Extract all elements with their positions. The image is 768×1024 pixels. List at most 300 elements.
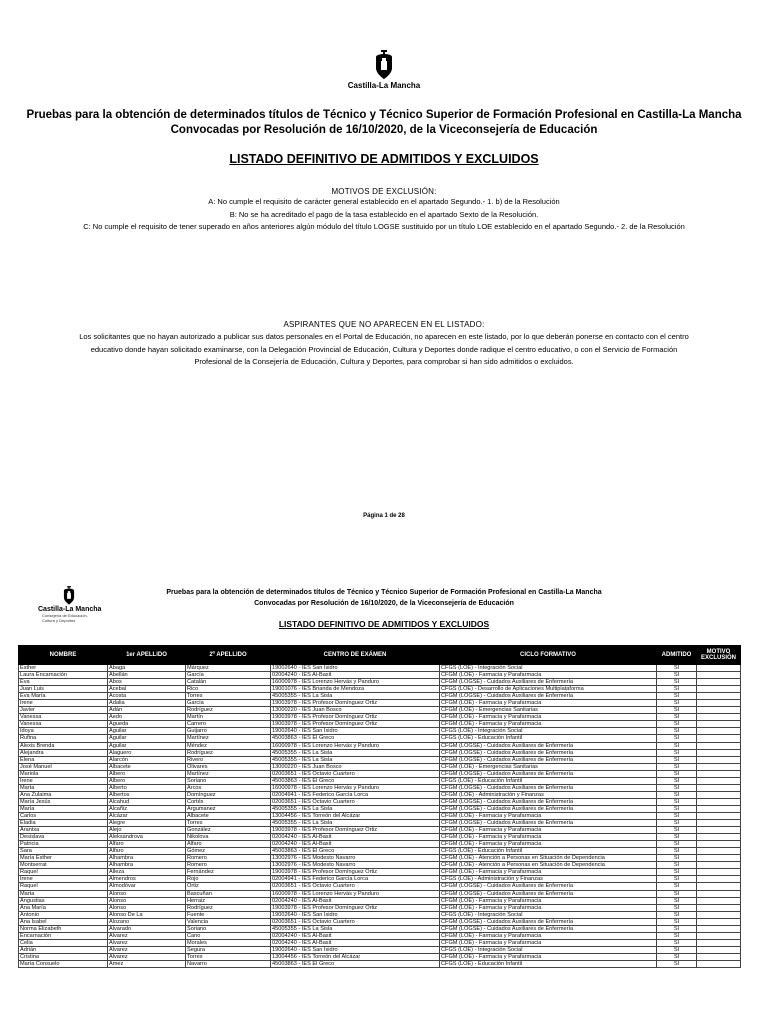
listado-title: LISTADO DEFINITIVO DE ADMITIDOS Y EXCLUIDOS xyxy=(229,152,539,166)
cell-centro: 13004456 - IES Torreón del Alcázar xyxy=(271,812,440,819)
cell-nombre: Eladia xyxy=(19,820,108,827)
cell-apellido1: Agueda xyxy=(108,721,186,728)
table-row xyxy=(19,784,741,791)
cell-motivo xyxy=(697,756,741,763)
cell-admitido: SI xyxy=(657,918,697,925)
cell-centro: 02004240 - IES Al-Basit xyxy=(271,932,440,939)
cell-apellido1: Almodóvar xyxy=(108,883,186,890)
cell-nombre: Sara xyxy=(19,848,108,855)
cell-apellido2: Morales xyxy=(186,939,271,946)
cell-motivo xyxy=(697,707,741,714)
cell-apellido1: Alcahud xyxy=(108,798,186,805)
cell-nombre: Javier xyxy=(19,707,108,714)
cell-motivo xyxy=(697,805,741,812)
table-row xyxy=(19,742,741,749)
cell-motivo xyxy=(697,770,741,777)
cell-ciclo: CFGM (LOE) - Farmacia y Parafarmacia xyxy=(440,953,657,960)
cell-motivo xyxy=(697,721,741,728)
cell-admitido: SI xyxy=(657,672,697,679)
cell-centro: 02004240 - IES Al-Basit xyxy=(271,939,440,946)
cell-admitido: SI xyxy=(657,953,697,960)
cell-motivo xyxy=(697,925,741,932)
logo-small-sub1: Consejería de Educación, xyxy=(42,613,88,618)
cell-centro: 19003978 - IES Profesor Domínguez Ortiz xyxy=(271,827,440,834)
table-row xyxy=(19,770,741,777)
cell-apellido1: Alvarez xyxy=(108,932,186,939)
cell-centro: 02004240 - IES Al-Basit xyxy=(271,841,440,848)
cell-apellido2: Herraiz xyxy=(186,897,271,904)
col-centro: CENTRO DE EXÁMEN xyxy=(271,646,440,665)
cell-nombre: Marta xyxy=(19,784,108,791)
cell-apellido1: Alvarez xyxy=(108,939,186,946)
cell-admitido: SI xyxy=(657,925,697,932)
cell-ciclo: CFGM (LOGSE) - Cuidados Auxiliares de Enfermería xyxy=(440,820,657,827)
cell-centro: 19003978 - IES Profesor Domínguez Ortiz xyxy=(271,700,440,707)
cell-ciclo: CFGS (LOE) - Integración Social xyxy=(440,911,657,918)
cell-centro: 02004240 - IES Al-Basit xyxy=(271,834,440,841)
cell-ciclo: CFGM (LOGSE) - Cuidados Auxiliares de Enfermería xyxy=(440,749,657,756)
cell-centro: 13000220 - IES Juan Bosco xyxy=(271,707,440,714)
cell-apellido2: Guijarro xyxy=(186,728,271,735)
cell-centro: 02003651 - IES Octavio Cuartero xyxy=(271,798,440,805)
cell-centro: 45005355 - IES La Sisla xyxy=(271,820,440,827)
cell-apellido1: Adán xyxy=(108,707,186,714)
cell-admitido: SI xyxy=(657,869,697,876)
cell-nombre: Alexis Brenda xyxy=(19,742,108,749)
cell-admitido: SI xyxy=(657,763,697,770)
cell-centro: 45003863 - IES El Greco xyxy=(271,960,440,967)
cell-apellido1: Alonso xyxy=(108,904,186,911)
cell-centro: 16000978 - IES Lorenzo Hervás y Panduro xyxy=(271,742,440,749)
cell-nombre: Encarnación xyxy=(19,932,108,939)
table-row xyxy=(19,925,741,932)
table-row xyxy=(19,672,741,679)
cell-apellido2: Olivares xyxy=(186,763,271,770)
cell-apellido2: Méndez xyxy=(186,742,271,749)
table-row xyxy=(19,897,741,904)
cell-apellido1: Albero xyxy=(108,770,186,777)
cell-nombre: Ana Zulaima xyxy=(19,791,108,798)
cell-ciclo: CFGM (LOGSE) - Cuidados Auxiliares de Enfermería xyxy=(440,770,657,777)
cell-apellido2: Rodríguez xyxy=(186,707,271,714)
cell-apellido2: Ortiz xyxy=(186,883,271,890)
cell-centro: 02003651 - IES Octavio Cuartero xyxy=(271,918,440,925)
cell-motivo xyxy=(697,686,741,693)
cell-nombre: Mariola xyxy=(19,770,108,777)
cell-admitido: SI xyxy=(657,735,697,742)
cell-nombre: Vanessa xyxy=(19,714,108,721)
table-row xyxy=(19,918,741,925)
table-row xyxy=(19,848,741,855)
cell-ciclo: CFGM (LOE) - Farmacia y Parafarmacia xyxy=(440,932,657,939)
cell-motivo xyxy=(697,672,741,679)
cell-apellido1: Alfaro xyxy=(108,848,186,855)
cell-apellido2: Domínguez xyxy=(186,791,271,798)
col-motivo: MOTIVO EXCLUSIÓN xyxy=(697,646,741,665)
table-row xyxy=(19,827,741,834)
cell-apellido1: Albero xyxy=(108,777,186,784)
motivos-section xyxy=(0,187,768,234)
cell-nombre: Cristina xyxy=(19,953,108,960)
table-row xyxy=(19,693,741,700)
cell-centro: 19003978 - IES Profesor Domínguez Ortiz xyxy=(271,714,440,721)
cell-motivo xyxy=(697,700,741,707)
cell-motivo xyxy=(697,735,741,742)
table-row xyxy=(19,749,741,756)
col-apellido1: 1er APELLIDO xyxy=(108,646,186,665)
cell-nombre: Idoya xyxy=(19,728,108,735)
cell-admitido: SI xyxy=(657,686,697,693)
cell-centro: 02004240 - IES Al-Basit xyxy=(271,672,440,679)
cell-admitido: SI xyxy=(657,911,697,918)
listado-title-small: LISTADO DEFINITIVO DE ADMITIDOS Y EXCLUIDOS xyxy=(278,619,490,629)
table-row xyxy=(19,890,741,897)
cell-centro: 13002976 - IES Modesto Navarro xyxy=(271,855,440,862)
castle-crest-icon xyxy=(373,48,395,80)
cell-motivo xyxy=(697,932,741,939)
cell-centro: 19002640 - IES San Isidro xyxy=(271,728,440,735)
cell-motivo xyxy=(697,728,741,735)
cell-admitido: SI xyxy=(657,770,697,777)
cell-apellido1: Aedo xyxy=(108,714,186,721)
cell-ciclo: CFGM (LOE) - Farmacia y Parafarmacia xyxy=(440,939,657,946)
cell-apellido2: Márquez xyxy=(186,665,271,672)
cell-nombre: Vanessa xyxy=(19,721,108,728)
col-ciclo: CICLO FORMATIVO xyxy=(440,646,657,665)
cell-admitido: SI xyxy=(657,728,697,735)
cell-centro: 45005355 - IES La Sisla xyxy=(271,756,440,763)
cell-apellido1: Alleza xyxy=(108,869,186,876)
cell-nombre: Ana María xyxy=(19,904,108,911)
cell-motivo xyxy=(697,953,741,960)
table-row xyxy=(19,841,741,848)
cell-admitido: SI xyxy=(657,749,697,756)
col-admitido: ADMITIDO xyxy=(657,646,697,665)
cell-apellido1: Aguilar xyxy=(108,742,186,749)
cell-nombre: María xyxy=(19,805,108,812)
cell-apellido2: Gómez xyxy=(186,848,271,855)
cell-motivo xyxy=(697,714,741,721)
cell-centro: 19003978 - IES Profesor Domínguez Ortiz xyxy=(271,721,440,728)
cell-nombre: María Jesús xyxy=(19,798,108,805)
cell-ciclo: CFGS (LOE) - Educación Infantil xyxy=(440,960,657,967)
cell-apellido1: Alhambra xyxy=(108,862,186,869)
col-nombre: NOMBRE xyxy=(19,646,108,665)
cell-nombre: María Consuelo xyxy=(19,960,108,967)
cell-motivo xyxy=(697,749,741,756)
cell-apellido1: Alonso xyxy=(108,890,186,897)
page-number: Página 1 de 28 xyxy=(363,513,405,519)
cell-admitido: SI xyxy=(657,805,697,812)
cell-motivo xyxy=(697,960,741,967)
cell-apellido1: Aleksandrova xyxy=(108,834,186,841)
cell-ciclo: CFGM (LOE) - Farmacia y Parafarmacia xyxy=(440,812,657,819)
cell-centro: 19003978 - IES Profesor Domínguez Ortiz xyxy=(271,869,440,876)
cell-motivo xyxy=(697,820,741,827)
cell-ciclo: CFGM (LOE) - Farmacia y Parafarmacia xyxy=(440,672,657,679)
cell-centro: 16000978 - IES Lorenzo Hervás y Panduro xyxy=(271,784,440,791)
cell-ciclo: CFGM (LOGSE) - Cuidados Auxiliares de Enfermería xyxy=(440,925,657,932)
cell-nombre: Angustias xyxy=(19,897,108,904)
cell-admitido: SI xyxy=(657,742,697,749)
cell-apellido1: Alonso De La xyxy=(108,911,186,918)
cell-apellido2: Torres xyxy=(186,693,271,700)
cell-ciclo: CFGM (LOGSE) - Cuidados Auxiliares de Enfermería xyxy=(440,756,657,763)
cell-admitido: SI xyxy=(657,693,697,700)
cell-nombre: Rufina xyxy=(19,735,108,742)
cell-ciclo: CFGS (LOE) - Integración Social xyxy=(440,665,657,672)
cell-motivo xyxy=(697,693,741,700)
cell-admitido: SI xyxy=(657,855,697,862)
cell-centro: 45005355 - IES La Sisla xyxy=(271,925,440,932)
cell-ciclo: CFGS (LOE) - Integración Social xyxy=(440,728,657,735)
cell-apellido1: Alfaro xyxy=(108,841,186,848)
cell-centro: 02004941 - IES Federico García Lorca xyxy=(271,791,440,798)
cell-apellido1: Alaguero xyxy=(108,749,186,756)
cell-centro: 45003863 - IES El Greco xyxy=(271,735,440,742)
cell-centro: 19001076 - IES Brianda de Mendoza xyxy=(271,686,440,693)
cell-ciclo: CFGM (LOE) - Administración y Finanzas xyxy=(440,791,657,798)
cell-apellido1: Acebal xyxy=(108,686,186,693)
table-row xyxy=(19,756,741,763)
table-row xyxy=(19,904,741,911)
cell-admitido: SI xyxy=(657,876,697,883)
table-row xyxy=(19,728,741,735)
cell-motivo xyxy=(697,876,741,883)
cell-admitido: SI xyxy=(657,665,697,672)
cell-admitido: SI xyxy=(657,812,697,819)
cell-ciclo: CFGM (LOE) - Farmacia y Parafarmacia xyxy=(440,827,657,834)
cell-nombre: Ana Isabel xyxy=(19,918,108,925)
cell-ciclo: CFGM (LOE) - Atención a Personas en Situación de Dependencia xyxy=(440,855,657,862)
cell-nombre: Raquel xyxy=(19,883,108,890)
cell-nombre: Arantxa xyxy=(19,827,108,834)
cell-apellido1: Alvarado xyxy=(108,925,186,932)
cell-apellido2: Nikolova xyxy=(186,834,271,841)
cell-admitido: SI xyxy=(657,890,697,897)
cell-apellido2: Fuente xyxy=(186,911,271,918)
cell-motivo xyxy=(697,869,741,876)
cell-ciclo: CFGM (LOE) - Emergencias Sanitarias xyxy=(440,707,657,714)
cell-apellido2: Carrero xyxy=(186,721,271,728)
cell-centro: 16000978 - IES Lorenzo Hervás y Panduro xyxy=(271,679,440,686)
cell-nombre: María Esther xyxy=(19,855,108,862)
cell-apellido2: Argumanez xyxy=(186,805,271,812)
table-row xyxy=(19,834,741,841)
cell-ciclo: CFGM (LOE) - Emergencias Sanitarias xyxy=(440,763,657,770)
cell-apellido2: Romero xyxy=(186,855,271,862)
cell-admitido: SI xyxy=(657,862,697,869)
cell-nombre: José Manuel xyxy=(19,763,108,770)
cell-motivo xyxy=(697,946,741,953)
cell-nombre: Laura Encarnación xyxy=(19,672,108,679)
cell-centro: 02004240 - IES Al-Basit xyxy=(271,897,440,904)
cell-centro: 13000220 - IES Juan Bosco xyxy=(271,763,440,770)
cell-apellido1: Acosta xyxy=(108,693,186,700)
cell-apellido2: Torres xyxy=(186,953,271,960)
cell-apellido1: Alozano xyxy=(108,918,186,925)
table-row xyxy=(19,679,741,686)
cell-apellido1: Abos xyxy=(108,679,186,686)
cell-motivo xyxy=(697,918,741,925)
cell-admitido: SI xyxy=(657,904,697,911)
cell-admitido: SI xyxy=(657,841,697,848)
cell-apellido1: Abellán xyxy=(108,672,186,679)
cell-motivo xyxy=(697,855,741,862)
cell-centro: 02003651 - IES Octavio Cuartero xyxy=(271,883,440,890)
cell-apellido2: Rodríguez xyxy=(186,749,271,756)
cell-centro: 19003978 - IES Profesor Domínguez Ortiz xyxy=(271,904,440,911)
title-line-1: Pruebas para la obtención de determinados títulos de Técnico y Técnico Superior de Formación Profesional en Castilla-La Mancha xyxy=(26,109,742,121)
table-row xyxy=(19,812,741,819)
cell-apellido2: Cortés xyxy=(186,798,271,805)
cell-nombre: Montserrat xyxy=(19,862,108,869)
cell-motivo xyxy=(697,911,741,918)
cell-admitido: SI xyxy=(657,946,697,953)
cell-centro: 13004456 - IES Torreón del Alcázar xyxy=(271,953,440,960)
cell-apellido2: González xyxy=(186,827,271,834)
cell-nombre: Desislava xyxy=(19,834,108,841)
cell-admitido: SI xyxy=(657,721,697,728)
cell-admitido: SI xyxy=(657,700,697,707)
document-title xyxy=(0,108,768,138)
table-row xyxy=(19,820,741,827)
aspirantes-line-2: educativo donde hayan solicitado examinarse, con la Delegación Provincial de Educación, Cultura y Deportes donde radique el centro educativo, o con el Servicio de Formación xyxy=(90,344,678,354)
cell-centro: 45005355 - IES La Sisla xyxy=(271,749,440,756)
cell-ciclo: CFGS (LOE) - Integración Social xyxy=(440,946,657,953)
cell-nombre: Irene xyxy=(19,777,108,784)
cell-apellido2: Rivero xyxy=(186,756,271,763)
cell-apellido1: Abaga xyxy=(108,665,186,672)
cell-nombre: Irene xyxy=(19,876,108,883)
cell-apellido2: Valencia xyxy=(186,918,271,925)
cell-apellido1: Alvarez xyxy=(108,953,186,960)
cell-motivo xyxy=(697,834,741,841)
cell-apellido2: Fernández xyxy=(186,869,271,876)
cell-apellido2: Bascuñan xyxy=(186,890,271,897)
cell-apellido1: Alonso xyxy=(108,897,186,904)
cell-nombre: Juan Luis xyxy=(19,686,108,693)
cell-apellido2: García xyxy=(186,672,271,679)
cell-admitido: SI xyxy=(657,798,697,805)
cell-nombre: Eva María xyxy=(19,693,108,700)
cell-admitido: SI xyxy=(657,897,697,904)
cell-motivo xyxy=(697,897,741,904)
cell-motivo xyxy=(697,883,741,890)
cell-centro: 19002640 - IES San Isidro xyxy=(271,665,440,672)
col-apellido2: 2º APELLIDO xyxy=(186,646,271,665)
cell-apellido2: Albacete xyxy=(186,812,271,819)
cell-ciclo: CFGM (LOE) - Atención a Personas en Situación de Dependencia xyxy=(440,862,657,869)
cell-motivo xyxy=(697,784,741,791)
cell-apellido2: Cano xyxy=(186,932,271,939)
cell-centro: 45005355 - IES La Sisla xyxy=(271,693,440,700)
cell-nombre: Carlos xyxy=(19,812,108,819)
cell-admitido: SI xyxy=(657,960,697,967)
table-row xyxy=(19,805,741,812)
cell-apellido1: Aguilar xyxy=(108,728,186,735)
motivos-title: MOTIVOS DE EXCLUSIÓN: xyxy=(331,187,437,196)
cell-ciclo: CFGS (LOE) - Educación Infantil xyxy=(440,777,657,784)
table-header xyxy=(19,646,741,665)
cell-motivo xyxy=(697,665,741,672)
cell-centro: 45003863 - IES El Greco xyxy=(271,777,440,784)
motivo-b: B: No se ha acreditado el pago de la tasa establecido en el apartado Sexto de la Resolución. xyxy=(229,209,539,219)
cell-admitido: SI xyxy=(657,707,697,714)
table-row xyxy=(19,939,741,946)
cell-nombre: Raquel xyxy=(19,869,108,876)
cell-apellido1: Albertos xyxy=(108,791,186,798)
aspirantes-title: ASPIRANTES QUE NO APARECEN EN EL LISTADO: xyxy=(283,320,485,329)
cell-nombre: Adrián xyxy=(19,946,108,953)
logo xyxy=(346,48,422,90)
cell-motivo xyxy=(697,862,741,869)
title-line-2: Convocadas por Resolución de 16/10/2020, de la Viceconsejería de Educación xyxy=(170,124,598,136)
cell-apellido1: Albacete xyxy=(108,763,186,770)
cell-motivo xyxy=(697,841,741,848)
cell-apellido1: Alcázar xyxy=(108,812,186,819)
cell-centro: 45003863 - IES El Greco xyxy=(271,848,440,855)
cell-apellido2: Rico xyxy=(186,686,271,693)
title-small-line-2: Convocadas por Resolución de 16/10/2020, de la Viceconsejería de Educación xyxy=(254,600,514,607)
cell-motivo xyxy=(697,939,741,946)
cell-apellido2: Torres xyxy=(186,820,271,827)
cell-ciclo: CFGM (LOGSE) - Cuidados Auxiliares de Enfermería xyxy=(440,918,657,925)
table-row xyxy=(19,777,741,784)
cell-centro: 02004941 - IES Federico García Lorca xyxy=(271,876,440,883)
cell-ciclo: CFGS (LOE) - Administración y Finanzas xyxy=(440,876,657,883)
cell-admitido: SI xyxy=(657,714,697,721)
cell-apellido1: Aguilar xyxy=(108,735,186,742)
table-row xyxy=(19,946,741,953)
cell-admitido: SI xyxy=(657,756,697,763)
cell-admitido: SI xyxy=(657,883,697,890)
cell-ciclo: CFGM (LOGSE) - Cuidados Auxiliares de Enfermería xyxy=(440,883,657,890)
cell-motivo xyxy=(697,848,741,855)
cell-ciclo: CFGM (LOE) - Farmacia y Parafarmacia xyxy=(440,869,657,876)
logo-small-text: Castilla-La Mancha xyxy=(38,606,102,613)
cell-ciclo: CFGM (LOE) - Farmacia y Parafarmacia xyxy=(440,700,657,707)
cell-apellido2: Segura xyxy=(186,946,271,953)
cell-centro: 19002640 - IES San Isidro xyxy=(271,946,440,953)
cell-apellido1: Adalia xyxy=(108,700,186,707)
table-row xyxy=(19,763,741,770)
cell-ciclo: CFGM (LOE) - Farmacia y Parafarmacia xyxy=(440,904,657,911)
cell-apellido2: Arcos xyxy=(186,784,271,791)
cell-motivo xyxy=(697,812,741,819)
cell-ciclo: CFGM (LOGSE) - Cuidados Auxiliares de Enfermería xyxy=(440,784,657,791)
cell-apellido2: Romero xyxy=(186,862,271,869)
cell-apellido1: Alarcón xyxy=(108,756,186,763)
cell-admitido: SI xyxy=(657,939,697,946)
table-row xyxy=(19,953,741,960)
cell-ciclo: CFGS (LOE) - Desarrollo de Aplicaciones Multiplataforma xyxy=(440,686,657,693)
cell-apellido2: Rojo xyxy=(186,876,271,883)
cell-apellido2: Catalán xyxy=(186,679,271,686)
cell-admitido: SI xyxy=(657,791,697,798)
cell-nombre: Esther xyxy=(19,665,108,672)
cell-centro: 19002640 - IES San Isidro xyxy=(271,911,440,918)
aspirantes-section xyxy=(0,320,768,369)
cell-nombre: Elena xyxy=(19,756,108,763)
cell-nombre: Alejandra xyxy=(19,749,108,756)
cell-ciclo: CFGM (LOGSE) - Cuidados Auxiliares de Enfermería xyxy=(440,805,657,812)
table-row xyxy=(19,862,741,869)
cell-motivo xyxy=(697,742,741,749)
table-row xyxy=(19,707,741,714)
cell-apellido2: Navarro xyxy=(186,960,271,967)
cell-ciclo: CFGS (LOE) - Educación Infantil xyxy=(440,848,657,855)
